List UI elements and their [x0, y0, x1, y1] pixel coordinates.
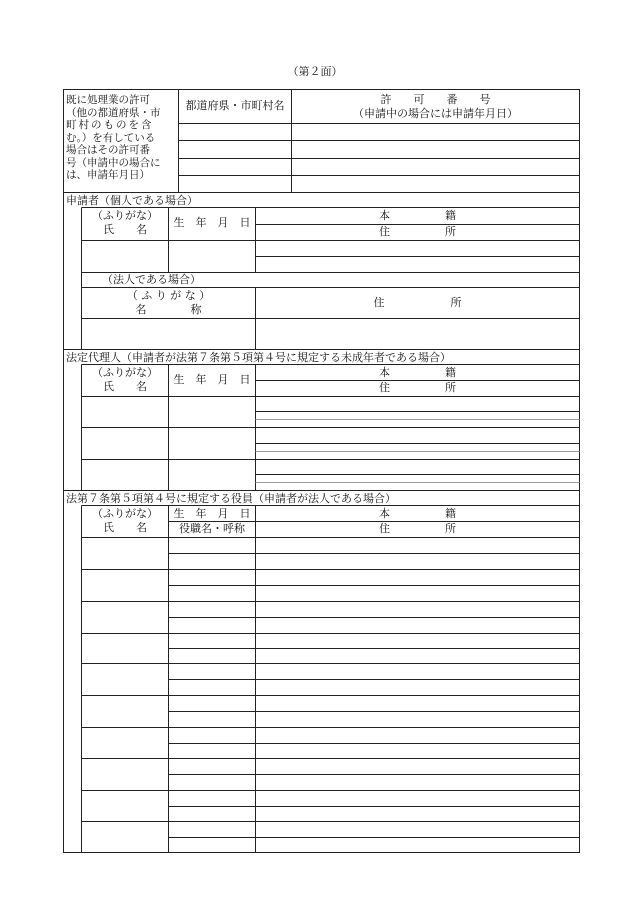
- officer-address-label: 住 所: [379, 522, 456, 535]
- applicant-birth-label: 生 年 月 日: [173, 216, 251, 229]
- license-row-header-line: 既に処理業の許可: [66, 94, 150, 106]
- col-prefecture-header: 都道府県・市町村名: [185, 99, 285, 112]
- legal-rep-domicile-label: 本 籍: [379, 366, 456, 379]
- applicant-section-title: 申請者（個人である場合）: [66, 194, 198, 207]
- officer-name-label: 氏 名: [103, 521, 147, 534]
- officer-rows: [82, 554, 580, 838]
- corp-address-label: 住 所: [373, 296, 462, 309]
- officer-domicile-label: 本 籍: [379, 507, 456, 520]
- license-row-header-line: 場合はその許可番: [66, 144, 150, 156]
- officer-position-label: 役職名・呼称: [179, 522, 245, 535]
- legal-rep-furigana-label: （ふりがな）: [92, 366, 158, 379]
- corp-subsection-title: （法人である場合）: [102, 273, 201, 286]
- legal-rep-birth-label: 生 年 月 日: [173, 373, 251, 386]
- license-row-header-line: む。）を有している: [66, 131, 156, 144]
- corp-furigana-label: （ ふ り が な ）: [126, 289, 211, 302]
- applicant-address-label: 住 所: [379, 225, 456, 238]
- applicant-furigana-label: （ふりがな）: [92, 209, 158, 222]
- officer-furigana-label: （ふりがな）: [92, 507, 158, 520]
- officer-birth-label: 生 年 月 日: [173, 507, 251, 520]
- applicant-domicile-label: 本 籍: [379, 209, 456, 222]
- col-license-number-note: （申請中の場合には申請年月日）: [353, 107, 518, 120]
- corp-name-label: 名 称: [135, 303, 202, 316]
- legal-rep-section-title: 法定代理人（申請者が法第７条第５項第４号に規定する未成年者である場合）: [66, 351, 451, 364]
- col-license-number-header: 許 可 番 号: [380, 93, 491, 106]
- license-row-header-line: 町村のものを含: [66, 119, 154, 131]
- page-label: （第２面）: [287, 65, 343, 78]
- license-row-header-line: 号（申請中の場合に: [66, 156, 161, 169]
- license-row-header: [66, 94, 176, 182]
- license-row-header-line: は、申請年月日）: [66, 169, 150, 181]
- legal-rep-address-label: 住 所: [379, 381, 456, 394]
- license-row-header-line: （他の都道府県・市: [66, 106, 161, 119]
- officer-section-title: 法第７条第５項第４号に規定する役員（申請者が法人である場合）: [66, 492, 396, 505]
- applicant-name-label: 氏 名: [103, 223, 147, 236]
- legal-rep-name-label: 氏 名: [103, 380, 147, 393]
